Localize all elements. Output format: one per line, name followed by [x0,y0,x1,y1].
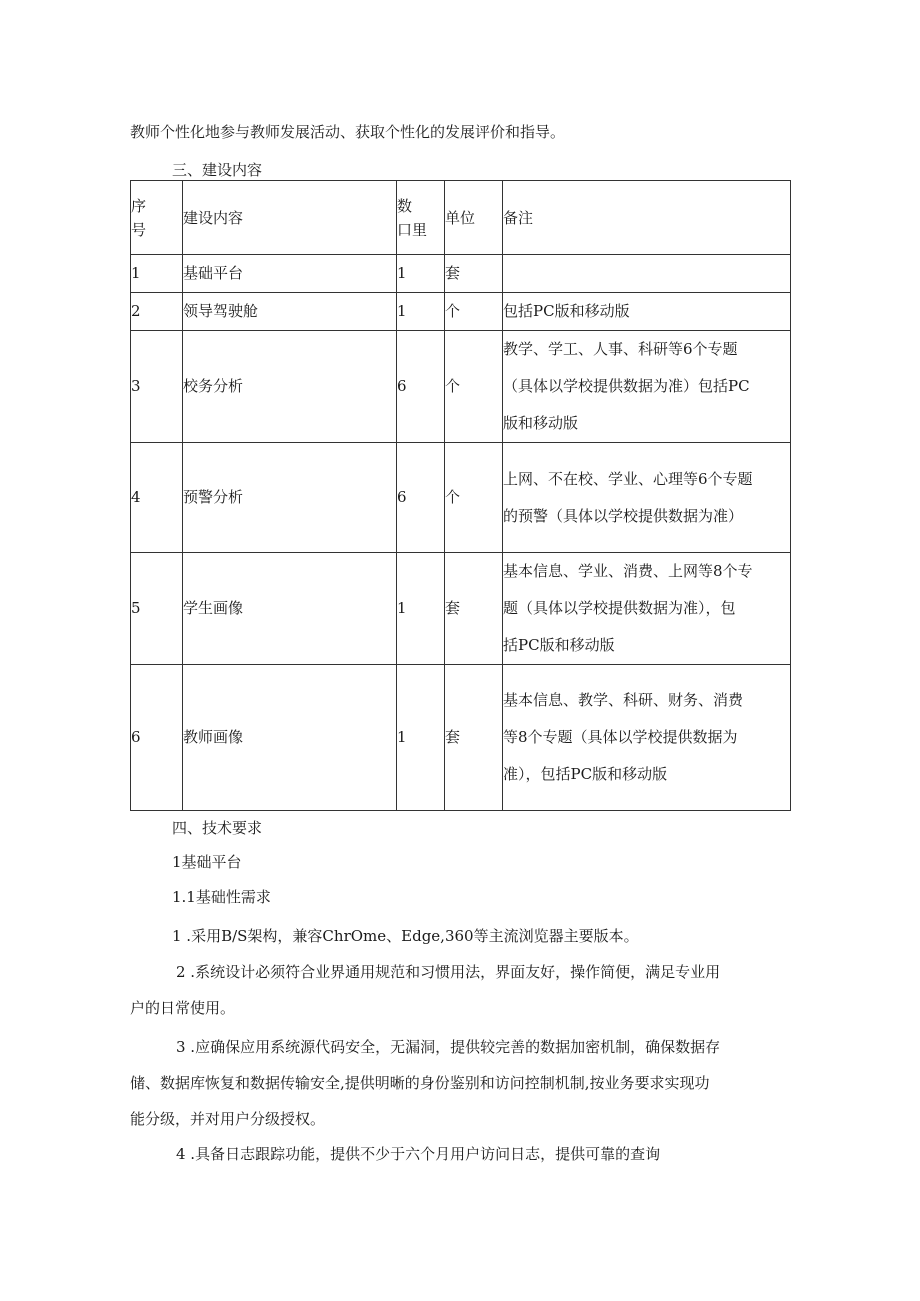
subheading-basic-platform: 1基础平台 [172,853,242,871]
row-index: 6 [131,665,183,811]
header-note: 备注 [503,181,791,255]
header-unit: 单位 [445,181,503,255]
table-row [131,553,791,665]
requirement-4: 4 .具备日志跟踪功能，提供不少于六个月用户访问日志，提供可靠的查询 [176,1145,661,1163]
row-note-line: 准），包括PC版和移动版 [503,765,668,783]
row-note-line: 上网、不在校、学业、心理等6个专题 [503,469,753,488]
intro-paragraph: 教师个性化地参与教师发展活动、获取个性化的发展评价和指导。 [130,123,566,141]
row-note [503,293,791,331]
row-unit: 套 [445,255,503,293]
row-note-line: （具体以学校提供数据为准）包括PC [503,377,750,395]
table-row [131,331,791,443]
row-index: 1 [131,255,183,293]
section-3-heading: 三、建设内容 [172,161,263,179]
row-quantity: 1 [397,553,445,665]
row-quantity: 6 [397,331,445,443]
row-note [503,553,791,665]
header-quantity [397,181,445,255]
requirement-3-line2: 储、数据库恢复和数据传输安全,提供明晰的身份鉴别和访问控制机制,按业务要求实现功 [130,1074,710,1092]
header-content: 建设内容 [183,181,397,255]
requirement-2-line2: 户的日常使用。 [130,999,236,1017]
header-index-line1: 序 [131,196,147,215]
row-unit: 套 [445,553,503,665]
table-row [131,665,791,811]
row-unit: 个 [445,293,503,331]
row-quantity: 6 [397,443,445,553]
row-quantity: 1 [397,293,445,331]
table-header-row [131,181,791,255]
row-note-line: 题（具体以学校提供数据为准），包 [503,599,736,617]
row-note-line: 等8个专题（具体以学校提供数据为 [503,728,738,746]
requirement-1: 1 .采用B/S架构，兼容ChrOme、Edge,360等主流浏览器主要版本。 [172,927,639,945]
row-content: 预警分析 [183,443,397,553]
row-note-line: 括PC版和移动版 [503,636,615,654]
row-content: 学生画像 [183,553,397,665]
requirement-2-line1: 2 .系统设计必须符合业界通用规范和习惯用法，界面友好，操作简便，满足专业用 [176,963,721,981]
header-index [131,181,183,255]
header-quantity-line1: 数 [397,196,413,215]
row-index: 3 [131,331,183,443]
row-note-line: 基本信息、教学、科研、财务、消费 [503,691,744,709]
header-quantity-line2: 口里 [397,220,428,239]
row-content: 校务分析 [183,331,397,443]
row-note [503,331,791,443]
table-row [131,255,791,293]
row-quantity: 1 [397,255,445,293]
row-index: 5 [131,553,183,665]
section-4-heading: 四、技术要求 [172,819,263,837]
row-note-line: 基本信息、学业、消费、上网等8个专 [503,562,753,580]
row-note-line: 教学、学工、人事、科研等6个专题 [503,340,738,358]
header-index-line2: 号 [131,220,147,239]
table-row [131,293,791,331]
construction-content-table [130,180,791,811]
row-note [503,443,791,553]
row-quantity: 1 [397,665,445,811]
row-content: 领导驾驶舱 [183,293,397,331]
requirement-3-line3: 能分级，并对用户分级授权。 [130,1110,326,1128]
subheading-basic-requirements: 1.1基础性需求 [172,888,271,906]
row-unit: 套 [445,665,503,811]
row-note [503,255,791,293]
row-content: 教师画像 [183,665,397,811]
row-note-line: 包括PC版和移动版 [503,302,630,320]
row-unit: 个 [445,331,503,443]
row-note-line: 的预警（具体以学校提供数据为准） [503,506,744,525]
row-unit: 个 [445,443,503,553]
row-index: 2 [131,293,183,331]
row-content: 基础平台 [183,255,397,293]
row-note-line: 版和移动版 [503,414,579,432]
row-index: 4 [131,443,183,553]
requirement-3-line1: 3 .应确保应用系统源代码安全，无漏洞，提供较完善的数据加密机制，确保数据存 [176,1038,721,1056]
row-note [503,665,791,811]
table-row [131,443,791,553]
